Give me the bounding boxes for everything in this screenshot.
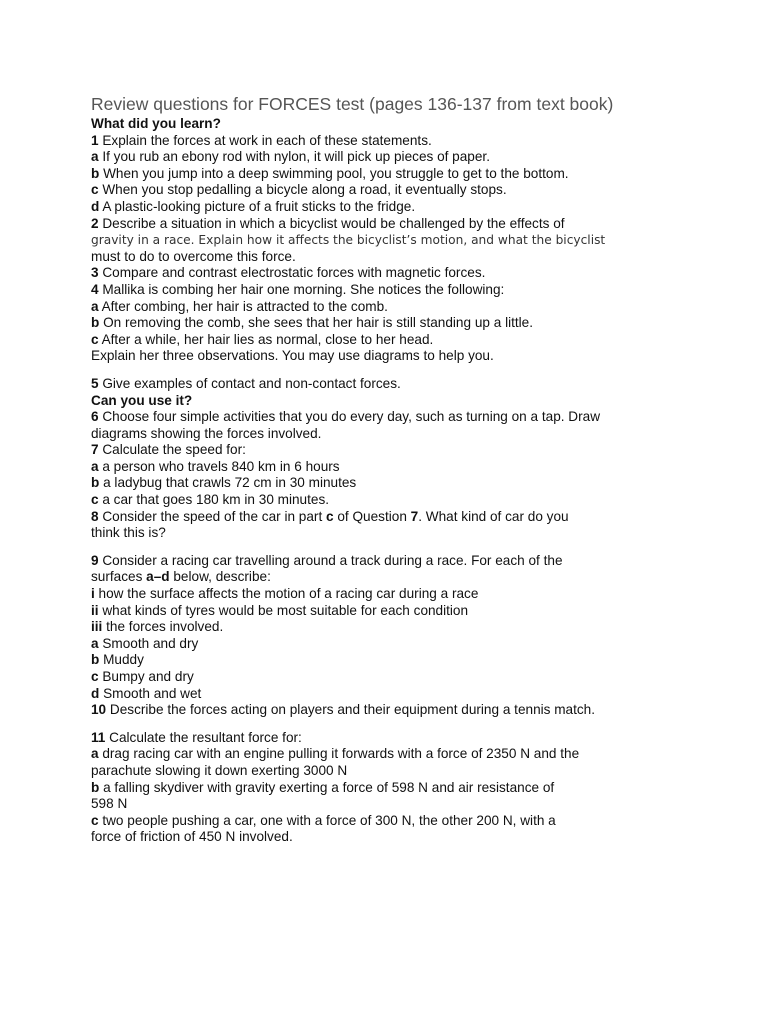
- part-text: If you rub an ebony rod with nylon, it will pick up pieces of paper.: [98, 149, 490, 165]
- question-text: Give examples of contact and non-contact forces.: [98, 375, 401, 391]
- part-label: a: [91, 298, 99, 314]
- question-7a: [91, 459, 711, 476]
- question-11: [91, 730, 711, 747]
- question-text: of Question: [333, 508, 411, 524]
- part-text: When you jump into a deep swimming pool, you struggle to get to the bottom.: [99, 165, 569, 181]
- question-number: 8: [91, 508, 99, 524]
- section-heading-use: Can you use it?: [91, 392, 193, 408]
- question-9b: [91, 652, 711, 669]
- question-4c: [91, 332, 711, 349]
- question-reference: 7: [410, 508, 419, 524]
- part-label: ii: [91, 602, 99, 618]
- part-label: c: [91, 331, 99, 347]
- question-9c: [91, 669, 711, 686]
- part-label: b: [91, 475, 100, 491]
- question-7: [91, 442, 711, 459]
- question-9-ii: [91, 603, 711, 620]
- part-text: two people pushing a car, one with a force of 300 N, the other 200 N, with a: [98, 812, 556, 828]
- question-4-closing: Explain her three observations. You may use diagrams to help you.: [91, 348, 494, 364]
- question-1: [91, 133, 711, 150]
- part-text: After a while, her hair lies as normal, close to her head.: [98, 331, 434, 347]
- question-1b: [91, 166, 711, 183]
- question-text: Describe the forces acting on players and their equipment during a tennis match.: [106, 702, 596, 718]
- question-text: Mallika is combing her hair one morning. She notices the following:: [98, 281, 505, 297]
- question-11c: [91, 813, 711, 830]
- part-text: a falling skydiver with gravity exerting a force of 598 N and air resistance of: [99, 779, 555, 795]
- part-text: When you stop pedalling a bicycle along a road, it eventually stops.: [98, 182, 507, 198]
- question-4b: [91, 315, 711, 332]
- question-9a: [91, 636, 711, 653]
- part-text: a ladybug that crawls 72 cm in 30 minutes: [99, 475, 357, 491]
- question-11a-line-2: parachute slowing it down exerting 3000 N: [91, 762, 348, 778]
- document-title: Review questions for FORCES test (pages 136-137 from text book): [91, 94, 614, 114]
- question-2-line-3: must to do to overcome this force.: [91, 248, 296, 264]
- part-label: c: [91, 812, 99, 828]
- question-1c: [91, 182, 711, 199]
- question-text: surfaces: [91, 569, 147, 585]
- question-9-iii: [91, 619, 711, 636]
- question-4a: [91, 299, 711, 316]
- part-label: b: [91, 779, 100, 795]
- part-label: c: [91, 182, 99, 198]
- part-label: a: [91, 458, 99, 474]
- question-11b: [91, 780, 711, 797]
- question-number: 9: [91, 552, 99, 568]
- question-8-line-2: think this is?: [91, 525, 166, 541]
- question-9-line-2: [91, 569, 711, 586]
- question-number: 2: [91, 215, 99, 231]
- question-number: 4: [91, 281, 99, 297]
- question-number: 5: [91, 375, 99, 391]
- part-text: Smooth and dry: [98, 635, 199, 651]
- question-number: 3: [91, 265, 99, 281]
- part-label: a: [91, 635, 99, 651]
- part-label: b: [91, 652, 100, 668]
- question-7b: [91, 475, 711, 492]
- part-text: drag racing car with an engine pulling it forwards with a force of 2350 N and the: [98, 746, 580, 762]
- question-number: 6: [91, 409, 99, 425]
- part-text: Muddy: [99, 652, 144, 668]
- part-text: Smooth and wet: [99, 685, 202, 701]
- part-label: i: [91, 586, 95, 602]
- question-text: Describe a situation in which a bicyclist would be challenged by the effects of: [98, 215, 565, 231]
- question-text: Explain the forces at work in each of these statements.: [98, 132, 432, 148]
- spacer: [91, 365, 711, 376]
- question-number: 11: [91, 729, 106, 745]
- question-2-line-2: gravity in a race. Explain how it affects the bicyclist’s motion, and what the bicyclist: [91, 233, 606, 248]
- question-10: [91, 702, 711, 719]
- question-11c-line-2: force of friction of 450 N involved.: [91, 829, 293, 845]
- question-text: Choose four simple activities that you do every day, such as turning on a tap. Draw: [98, 409, 601, 425]
- question-11b-line-2: 598 N: [91, 796, 128, 812]
- question-5: [91, 376, 711, 393]
- question-number: 7: [91, 442, 99, 458]
- question-text: Consider a racing car travelling around a track during a race. For each of the: [98, 552, 563, 568]
- part-label: a: [91, 149, 99, 165]
- part-text: After combing, her hair is attracted to the comb.: [98, 298, 388, 314]
- question-11a: [91, 746, 711, 763]
- part-reference: c: [326, 508, 334, 524]
- question-8: [91, 509, 711, 526]
- part-text: a person who travels 840 km in 6 hours: [98, 458, 340, 474]
- question-2: [91, 216, 711, 233]
- question-text: Calculate the resultant force for:: [105, 729, 302, 745]
- part-text: a car that goes 180 km in 30 minutes.: [98, 492, 330, 508]
- part-text: what kinds of tyres would be most suitable for each condition: [98, 602, 469, 618]
- spacer: [91, 542, 711, 553]
- part-label: d: [91, 685, 100, 701]
- question-1a: [91, 149, 711, 166]
- question-number: 1: [91, 132, 99, 148]
- question-text: Compare and contrast electrostatic forces with magnetic forces.: [98, 265, 486, 281]
- question-6: [91, 409, 711, 426]
- question-number: 10: [91, 702, 107, 718]
- part-label: iii: [91, 619, 103, 635]
- spacer: [91, 719, 711, 730]
- question-text: below, describe:: [169, 569, 271, 585]
- question-6-line-2: diagrams showing the forces involved.: [91, 425, 322, 441]
- question-4: [91, 282, 711, 299]
- part-label: c: [91, 669, 99, 684]
- part-label: c: [91, 492, 99, 508]
- question-text: Consider the speed of the car in part: [98, 508, 327, 524]
- part-label: a: [91, 746, 99, 762]
- question-text: . What kind of car do you: [418, 508, 569, 524]
- part-label: d: [91, 198, 100, 214]
- question-1d: [91, 199, 711, 216]
- question-9: [91, 553, 711, 570]
- part-text: the forces involved.: [102, 619, 224, 635]
- part-range: a–d: [146, 569, 170, 585]
- question-9d: [91, 686, 711, 703]
- question-text: Calculate the speed for:: [98, 442, 246, 458]
- part-text: Bumpy and dry: [98, 669, 194, 684]
- question-3: [91, 265, 711, 282]
- part-text: A plastic-looking picture of a fruit sticks to the fridge.: [99, 198, 416, 214]
- part-text: how the surface affects the motion of a racing car during a race: [94, 586, 479, 602]
- question-7c: [91, 492, 711, 509]
- part-label: b: [91, 165, 100, 181]
- section-heading-learn: What did you learn?: [91, 116, 221, 131]
- question-9-i: [91, 586, 711, 603]
- part-text: On removing the comb, she sees that her hair is still standing up a little.: [99, 315, 534, 331]
- document-page: [91, 93, 711, 846]
- part-label: b: [91, 315, 100, 331]
